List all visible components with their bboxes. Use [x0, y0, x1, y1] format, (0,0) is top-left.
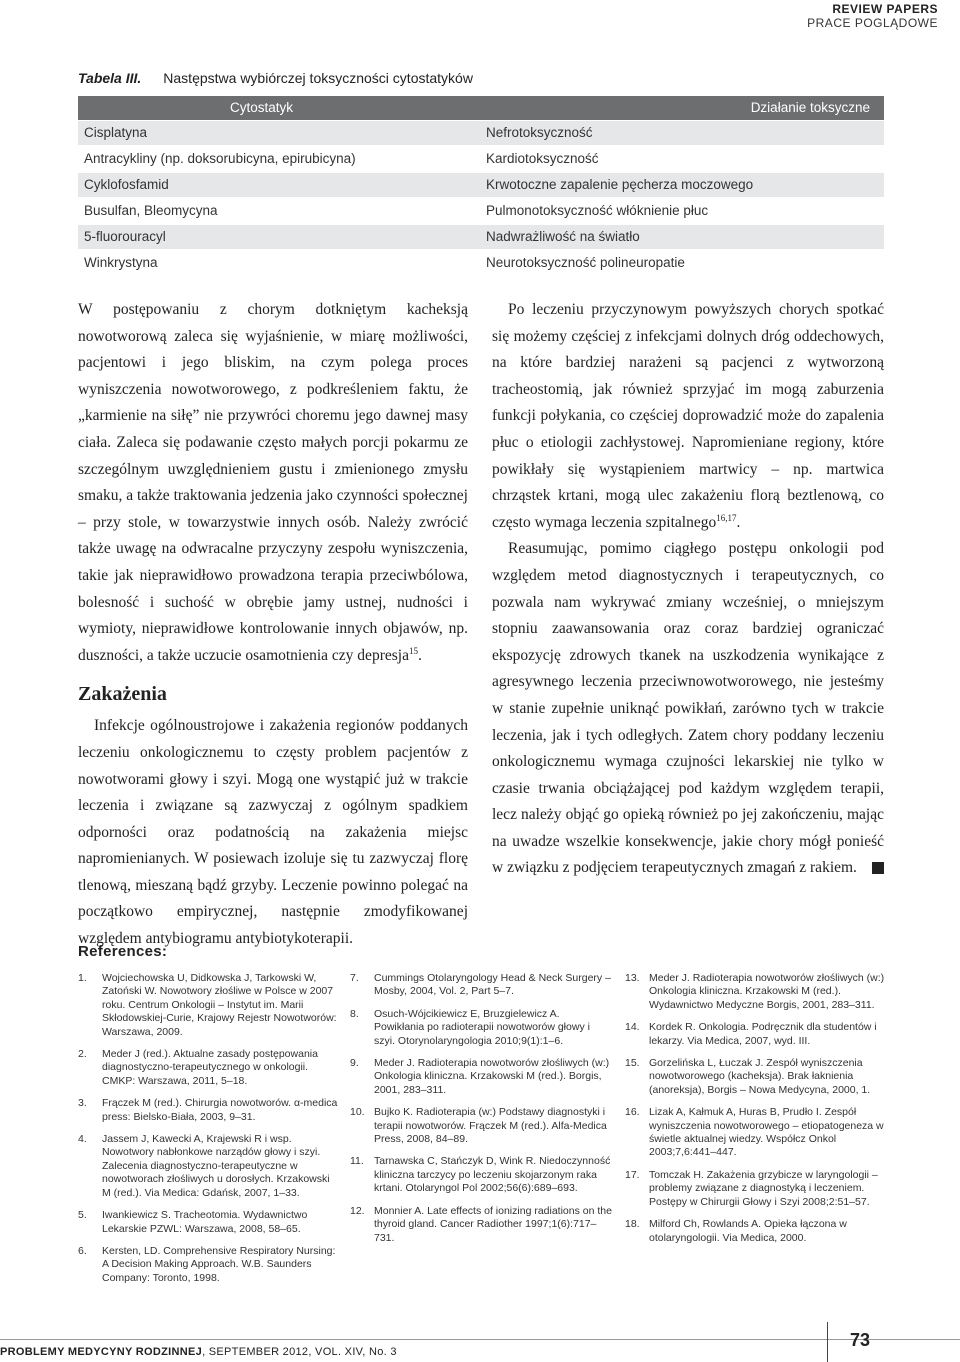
ref-number: 2. — [78, 1048, 87, 1061]
ref-text: Tarnawska C, Stańczyk D, Wink R. Niedoczynność kliniczna tarczycy po leczeniu skojarzonym raka krtani. Otolaryngol Pol 2002;56(6):689–693. — [374, 1155, 611, 1195]
table-row — [78, 173, 884, 197]
references-column-3 — [625, 972, 887, 1254]
ref-text: Bujko K. Radioterapia (w:) Podstawy diagnostyki i terapii nowotworów. Frączek M (red.). Alfa-Medica Press, 2008, 84–89. — [374, 1106, 607, 1146]
footer-journal — [0, 1346, 397, 1358]
footer-separator — [827, 1322, 828, 1362]
table-row — [78, 121, 884, 145]
ref-text: Cummings Otolaryngology Head & Neck Surgery – Mosby, 2004, Vol. 2, Part 5–7. — [374, 972, 611, 998]
reference-item — [625, 1106, 887, 1160]
reference-item — [350, 1155, 612, 1195]
reference-item — [350, 1008, 612, 1048]
reference-item — [625, 1057, 887, 1097]
table-cell-effect: Pulmonotoksyczność włóknienie płuc — [486, 203, 709, 218]
reference-item — [350, 972, 612, 999]
ref-text: Kersten, LD. Comprehensive Respiratory Nursing: A Decision Making Approach. W.B. Saunders Company: Toronto, 1998. — [102, 1244, 336, 1284]
ref-number: 13. — [625, 972, 640, 984]
ref-number: 6. — [78, 1244, 87, 1257]
reference-item — [78, 1133, 340, 1200]
table-row — [78, 251, 884, 275]
ref-number: 5. — [78, 1209, 87, 1222]
ref-text: Tomczak H. Zakażenia grzybicze w laryngologii – problemy związane z diagnostyką i leczeniem. Postępy w Chirurgii Głowy i Szyi 2008;2:51–57. — [649, 1168, 878, 1208]
table-cell-drug: 5-fluorouracyl — [84, 229, 166, 244]
ref-number: 1. — [78, 972, 87, 984]
table-header-drug: Cytostatyk — [230, 100, 294, 115]
ref-text: Milford Ch, Rowlands A. Opieka łączona w otolaryngologii. Via Medica, 2000. — [649, 1218, 847, 1244]
reference-item — [625, 972, 887, 1012]
ref-number: 3. — [78, 1097, 87, 1110]
table-row — [78, 147, 884, 171]
table-cell-drug: Cisplatyna — [84, 125, 148, 140]
ref-number: 4. — [78, 1133, 87, 1146]
ref-text: Osuch-Wójcikiewicz E, Bruzgielewicz A. Powikłania po radioterapii nowotworów głowy i szyi. Otorynolaryngologia 2010;9(1):1–6. — [374, 1007, 590, 1047]
table-row — [78, 199, 884, 223]
paragraph — [492, 536, 884, 882]
references-column-1 — [78, 972, 340, 1294]
reference-item — [78, 1245, 340, 1285]
ref-number: 15. — [625, 1057, 640, 1070]
ref-text: Gorzelińska L, Łuczak J. Zespół wyniszczenia nowotworowego (kacheksja). Brak łaknienia (anoreksja), Borgis – Nowa Medycyna, 2000, 1. — [649, 1057, 871, 1096]
reference-item — [625, 1218, 887, 1245]
paragraph-text: Reasumując, pomimo ciągłego postępu onkologii pod względem metod diagnostycznych i terapeutycznych, co pozwala nam wykrywać zmiany wcześniej, o mniejszym stopniu zaawansowania oraz coraz bardziej ograniczać ekspozycję zdrowych tkanek na uszkodzenia wynikające z agresywnego leczenia przeciwnowotworowego, nie jesteśmy w stanie zupełnie uniknąć powikłań, zarówno tych w trakcie leczenia, jak i tych odległych. Zatem chory poddany leczeniu onkologicznemu wymaga czujności lekarskiej nie tylko w czasie trwania obciążającej pod każdym względem terapii, lecz należy objąć go opieką również po jej zakończeniu, mając na uwadze wszelkie konsekwencje, jakie chory mógł ponieść w związku z podjęciem terapeutycznych zmagań z rakiem. — [492, 540, 884, 877]
punctuation: . — [417, 646, 422, 664]
ref-number: 17. — [625, 1168, 640, 1181]
ref-number: 12. — [350, 1204, 365, 1217]
table-header — [78, 96, 884, 120]
ref-number: 16. — [625, 1106, 640, 1119]
ref-text: Meder J. Radioterapia nowotworów złośliwych (w:) Onkologia kliniczna. Krzakowski M (red.). Wydawnictwo Medyczne Borgis, 2001, 283–311. — [649, 972, 885, 1011]
table-cell-effect: Krwotoczne zapalenie pęcherza moczowego — [486, 177, 754, 192]
body-column-right — [492, 297, 884, 882]
table-cell-drug: Cyklofosfamid — [84, 177, 169, 192]
punctuation: . — [736, 513, 741, 531]
reference-item — [78, 1097, 340, 1124]
section-header-en: REVIEW PAPERS — [832, 2, 938, 16]
ref-number: 18. — [625, 1218, 640, 1231]
reference-item — [625, 1169, 887, 1209]
reference-item — [78, 972, 340, 1039]
table-header-effect: Działanie toksyczne — [750, 100, 870, 115]
footer-divider — [0, 1339, 960, 1340]
ref-text: Jassem J, Kawecki A, Krajewski R i wsp. Nowotwory nabłonkowe narządów głowy i szyi. Zalecenia diagnostyczno-terapeutyczne w nowotworach złośliwych u dorosłych. Krzakowski M (red.). Via Medica: Gdańsk, 2007, 1–33. — [102, 1133, 330, 1199]
paragraph-text: Po leczeniu przyczynowym powyższych chorych spotkać się możemy częściej z infekcjami dolnych dróg oddechowych, na które bardziej narażeni są pacjenci z wytworzoną tracheostomią, jak również sprzyjać im mogą zaburzenia funkcji połykania, co częściej doprowadzić może do zapalenia płuc o etiologii zachłystowej. Napromieniane regiony, które powikłały się wystąpieniem martwicy – np. martwica chrząstek krtani, mogą ulec zakażeniu florą beztlenową, co często wymaga leczenia szpitalnego — [492, 301, 884, 531]
table-cell-effect: Nefrotoksyczność — [486, 125, 593, 140]
ref-text: Frączek M (red.). Chirurgia nowotworów. α-medica press: Bielsko-Biała, 2003, 9–31. — [102, 1097, 338, 1123]
table-cell-drug: Antracykliny (np. doksorubicyna, epirubicyna) — [84, 151, 356, 166]
reference-item — [625, 1021, 887, 1048]
table-cell-effect: Nadwrażliwość na światło — [486, 229, 640, 244]
citation: 15 — [408, 645, 418, 656]
ref-text: Iwankiewicz S. Tracheotomia. Wydawnictwo Lekarskie PZWL: Warszawa, 2008, 58–65. — [102, 1209, 308, 1235]
ref-number: 11. — [350, 1155, 364, 1168]
journal-issue: , SEPTEMBER 2012, VOL. XIV, No. 3 — [202, 1346, 397, 1358]
ref-text: Lizak A, Kałmuk A, Huras B, Prudło I. Zespół wyniszczenia nowotworowego – etiopatogeneza w świetle aktualnej wiedzy. Współcz Onkol 2003;7,6:441–447. — [649, 1106, 884, 1159]
reference-item — [78, 1209, 340, 1236]
table-label: Tabela III. — [78, 70, 142, 86]
table-cell-effect: Kardiotoksyczność — [486, 151, 599, 166]
table-caption-text: Następstwa wybiórczej toksyczności cytostatyków — [163, 70, 473, 86]
table-row — [78, 225, 884, 249]
ref-text: Wojciechowska U, Didkowska J, Tarkowski W, Zatoński W. Nowotwory złośliwe w Polsce w 2007 roku. Centrum Onkologii – Instytut im. Marii Skłodowskiej-Curie, Krajowy Rejestr Nowotworów: Warszawa, 2009. — [102, 972, 337, 1038]
ref-number: 14. — [625, 1021, 640, 1034]
references-column-2 — [350, 972, 612, 1254]
end-of-article-mark — [872, 862, 884, 874]
reference-item — [350, 1106, 612, 1146]
reference-item — [78, 1048, 340, 1088]
paragraph — [78, 297, 468, 669]
references-title: References: — [78, 943, 168, 960]
ref-number: 10. — [350, 1106, 365, 1119]
section-header-pl: PRACE POGLĄDOWE — [807, 16, 938, 30]
reference-item — [350, 1205, 612, 1245]
ref-text: Monnier A. Late effects of ionizing radiations on the thyroid gland. Cancer Radiother 1997;1(6):717–731. — [374, 1204, 612, 1244]
ref-number: 9. — [350, 1057, 359, 1070]
table-cell-drug: Winkrystyna — [84, 255, 158, 270]
table-cell-effect: Neurotoksyczność polineuropatie — [486, 255, 685, 270]
paragraph: Infekcje ogólnoustrojowe i zakażenia regionów poddanych leczeniu onkologicznemu to częsty problem pacjentów z nowotworami głowy i szyi. Mogą one wystąpić już w trakcie leczenia i związane są zazwyczaj z ogólnym spadkiem odporności oraz podatnością na zakażenia miejsc napromienianych. W posiewach izoluje się tu zazwyczaj florę tlenową, mieszaną bądź grzyby. Leczenie powinno polegać na początkowo empirycznej, następnie zmodyfikowanej względem antybiogramu antybiotykoterapii. — [78, 717, 468, 948]
reference-item — [350, 1057, 612, 1097]
table-caption — [78, 70, 473, 86]
ref-text: Meder J. Radioterapia nowotworów złośliwych (w:) Onkologia kliniczna. Krzakowski M (red.). Borgis, 2001, 283–311. — [374, 1057, 610, 1096]
ref-number: 8. — [350, 1007, 359, 1020]
body-column-left — [78, 297, 468, 953]
journal-name: PROBLEMY MEDYCYNY RODZINNEJ — [0, 1346, 203, 1358]
ref-text: Meder J (red.). Aktualne zasady postępowania diagnostyczno-terapeutycznego w onkologii. CMKP: Warszawa, 2011, 5–18. — [102, 1048, 318, 1087]
ref-number: 7. — [350, 972, 359, 984]
page-number: 73 — [850, 1330, 871, 1350]
paragraph-text: W postępowaniu z chorym dotkniętym kacheksją nowotworową zaleca się wyjaśnienie, w miarę możliwości, pacjentowi i jego bliskim, na czym polega proces wyniszczenia nowotworowego, z podkreśleniem faktu, że „karmienie na siłę” nie przywróci choremu jego dawnej masy ciała. Zaleca się podawanie często małych porcji pokarmu ze szczególnym uwzględnieniem gustu i zmienionego zmysłu smaku, a także traktowania jedzenia jako czynności społecznej – przy stole, w towarzystwie innych osób. Należy zwrócić także uwagę na odwracalne przyczyny zespołu wyniszczenia, takie jak nieprawidłowo prowadzona terapia przeciwbólowa, bolesność i suchość w obrębie jamy ustnej, nudności i wymioty, nieprawidłowe kontrolowanie innych objawów, np. duszności, a także uczucie osamotnienia czy depresja — [78, 301, 468, 664]
table-cell-drug: Busulfan, Bleomycyna — [84, 203, 218, 218]
citation: 16,17 — [716, 512, 737, 523]
paragraph — [492, 297, 884, 536]
ref-text: Kordek R. Onkologia. Podręcznik dla studentów i lekarzy. Via Medica, 2007, wyd. III. — [649, 1021, 877, 1047]
section-title: Zakażenia — [78, 683, 167, 706]
